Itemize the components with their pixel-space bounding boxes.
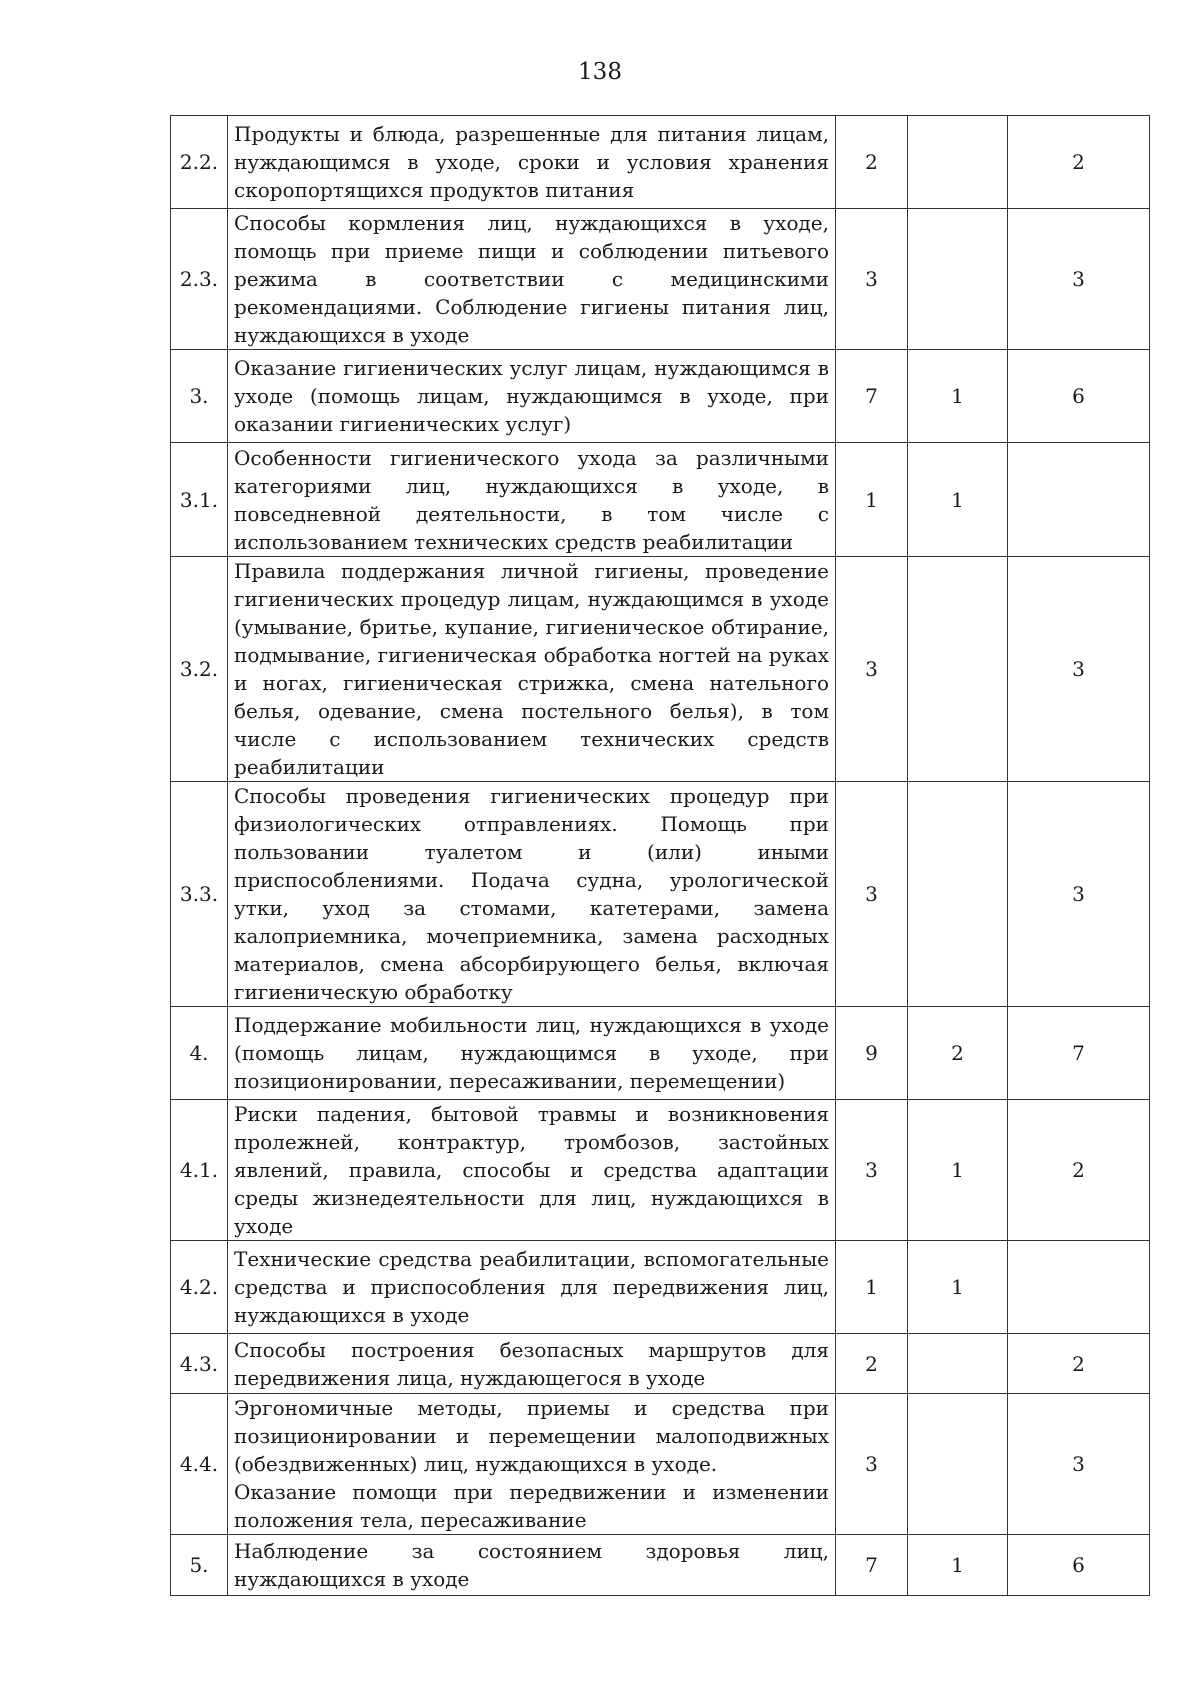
- row-theory-hours: [908, 1334, 1008, 1394]
- row-practice-hours: 7: [1008, 1007, 1150, 1100]
- row-theory-hours: [908, 782, 1008, 1007]
- row-theory-hours: 1: [908, 443, 1008, 557]
- row-description: Технические средства реабилитации, вспомогательные средства и приспособления для передвижения лиц, нуждающихся в уходе: [228, 1241, 836, 1334]
- row-description-part-2: Оказание помощи при передвижении и изменении положения тела, пересаживание: [234, 1480, 829, 1532]
- row-number: 4.2.: [171, 1241, 228, 1334]
- row-number: 4.1.: [171, 1100, 228, 1241]
- row-practice-hours: 2: [1008, 1100, 1150, 1241]
- row-description: Риски падения, бытовой травмы и возникновения пролежней, контрактур, тромбозов, застойных явлений, правила, способы и средства адаптации среды жизнедеятельности для лиц, нуждающихся в уходе: [228, 1100, 836, 1241]
- row-total-hours: 3: [836, 1394, 908, 1535]
- row-theory-hours: 1: [908, 1100, 1008, 1241]
- row-practice-hours: [1008, 1241, 1150, 1334]
- row-total-hours: 3: [836, 782, 908, 1007]
- row-total-hours: 7: [836, 350, 908, 443]
- row-total-hours: 3: [836, 557, 908, 782]
- row-theory-hours: 2: [908, 1007, 1008, 1100]
- row-practice-hours: 3: [1008, 209, 1150, 350]
- table-row: [171, 782, 1150, 1007]
- row-total-hours: 1: [836, 1241, 908, 1334]
- row-number: 2.3.: [171, 209, 228, 350]
- row-theory-hours: [908, 557, 1008, 782]
- table-row: [171, 443, 1150, 557]
- row-description: Способы построения безопасных маршрутов для передвижения лица, нуждающегося в уходе: [228, 1334, 836, 1394]
- table-row: [171, 1100, 1150, 1241]
- row-description: Способы проведения гигиенических процедур при физиологических отправлениях. Помощь при пользовании туалетом и (или) иными приспособлениями. Подача судна, урологической утки, уход за стомами, катетерами, замена калоприемника, мочеприемника, замена расходных материалов, смена абсорбирующего белья, включая гигиеническую обработку: [228, 782, 836, 1007]
- row-description: Поддержание мобильности лиц, нуждающихся в уходе (помощь лицам, нуждающимся в уходе, при позиционировании, пересаживании, перемещении): [228, 1007, 836, 1100]
- row-theory-hours: [908, 209, 1008, 350]
- row-total-hours: 9: [836, 1007, 908, 1100]
- table-row: [171, 557, 1150, 782]
- row-practice-hours: 2: [1008, 1334, 1150, 1394]
- row-description: Способы кормления лиц, нуждающихся в уходе, помощь при приеме пищи и соблюдении питьевого режима в соответствии с медицинскими рекомендациями. Соблюдение гигиены питания лиц, нуждающихся в уходе: [228, 209, 836, 350]
- table-row: [171, 116, 1150, 209]
- row-practice-hours: 3: [1008, 782, 1150, 1007]
- row-theory-hours: [908, 1394, 1008, 1535]
- row-number: 3.1.: [171, 443, 228, 557]
- row-number: 4.: [171, 1007, 228, 1100]
- table-row: [171, 1334, 1150, 1394]
- row-total-hours: 3: [836, 1100, 908, 1241]
- row-number: 4.3.: [171, 1334, 228, 1394]
- row-theory-hours: 1: [908, 1241, 1008, 1334]
- row-description: Продукты и блюда, разрешенные для питания лицам, нуждающимся в уходе, сроки и условия хранения скоропортящихся продуктов питания: [228, 116, 836, 209]
- row-total-hours: 2: [836, 1334, 908, 1394]
- row-description-part-1: Эргономичные методы, приемы и средства при позиционировании и перемещении малоподвижных (обездвиженных) лиц, нуждающихся в уходе.: [234, 1396, 829, 1476]
- row-practice-hours: 3: [1008, 557, 1150, 782]
- row-practice-hours: 3: [1008, 1394, 1150, 1535]
- page-number: 138: [578, 59, 622, 85]
- table-row: [171, 1535, 1150, 1596]
- row-description: Правила поддержания личной гигиены, проведение гигиенических процедур лицам, нуждающимся в уходе (умывание, бритье, купание, гигиеническое обтирание, подмывание, гигиеническая обработка ногтей на руках и ногах, гигиеническая стрижка, смена нательного белья, одевание, смена постельного белья), в том числе с использованием технических средств реабилитации: [228, 557, 836, 782]
- row-practice-hours: [1008, 443, 1150, 557]
- row-description: Оказание гигиенических услуг лицам, нуждающимся в уходе (помощь лицам, нуждающимся в уходе, при оказании гигиенических услуг): [228, 350, 836, 443]
- row-description: Наблюдение за состоянием здоровья лиц, нуждающихся в уходе: [228, 1535, 836, 1596]
- row-number: 3.2.: [171, 557, 228, 782]
- table-row: [171, 209, 1150, 350]
- table-row: [171, 1241, 1150, 1334]
- table-row: [171, 1394, 1150, 1535]
- row-number: 4.4.: [171, 1394, 228, 1535]
- row-description: [228, 1394, 836, 1535]
- row-description: Особенности гигиенического ухода за различными категориями лиц, нуждающихся в уходе, в повседневной деятельности, в том числе с использованием технических средств реабилитации: [228, 443, 836, 557]
- row-theory-hours: 1: [908, 350, 1008, 443]
- row-practice-hours: 6: [1008, 350, 1150, 443]
- row-total-hours: 3: [836, 209, 908, 350]
- table-row: [171, 350, 1150, 443]
- row-number: 3.: [171, 350, 228, 443]
- row-number: 5.: [171, 1535, 228, 1596]
- row-number: 2.2.: [171, 116, 228, 209]
- row-number: 3.3.: [171, 782, 228, 1007]
- row-practice-hours: 2: [1008, 116, 1150, 209]
- row-total-hours: 2: [836, 116, 908, 209]
- row-total-hours: 7: [836, 1535, 908, 1596]
- row-theory-hours: [908, 116, 1008, 209]
- curriculum-table: [170, 115, 1150, 1596]
- row-practice-hours: 6: [1008, 1535, 1150, 1596]
- row-total-hours: 1: [836, 443, 908, 557]
- table-row: [171, 1007, 1150, 1100]
- row-theory-hours: 1: [908, 1535, 1008, 1596]
